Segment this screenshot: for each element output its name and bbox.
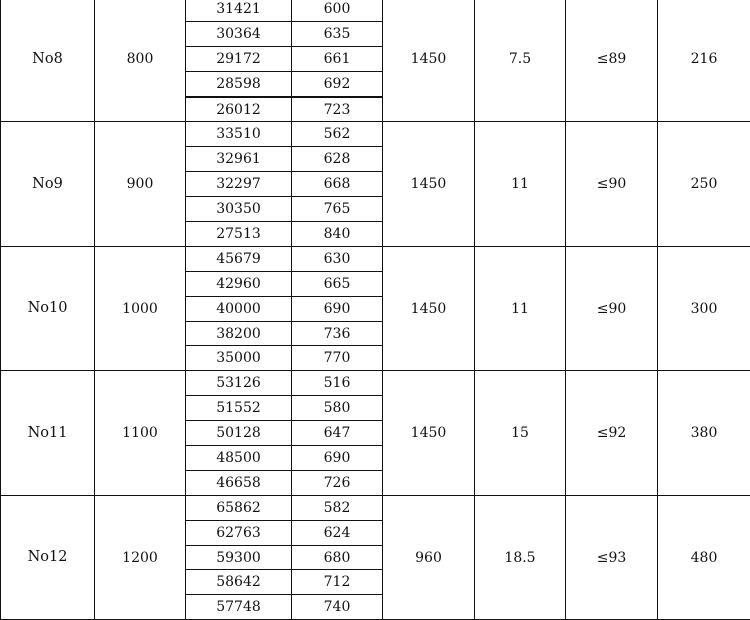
air-volume-cell: 53126 bbox=[186, 371, 292, 396]
pressure-cell: 516 bbox=[292, 371, 383, 396]
noise-cell: ≤89 bbox=[566, 0, 658, 122]
air-volume-cell: 58642 bbox=[186, 570, 292, 595]
pressure-cell: 630 bbox=[292, 246, 383, 271]
speed-cell: 1450 bbox=[383, 246, 475, 370]
air-volume-cell: 62763 bbox=[186, 520, 292, 545]
diameter-cell: 1200 bbox=[95, 495, 186, 619]
air-volume-cell: 50128 bbox=[186, 421, 292, 446]
air-volume-cell: 29172 bbox=[186, 46, 292, 71]
pressure-cell: 840 bbox=[292, 222, 383, 247]
model-cell: No11 bbox=[1, 371, 95, 495]
pressure-cell: 723 bbox=[292, 97, 383, 122]
air-volume-cell: 48500 bbox=[186, 446, 292, 471]
air-volume-cell: 27513 bbox=[186, 222, 292, 247]
pressure-cell: 628 bbox=[292, 147, 383, 172]
pressure-cell: 661 bbox=[292, 46, 383, 71]
table-row bbox=[1, 122, 750, 147]
diameter-cell: 800 bbox=[95, 0, 186, 122]
noise-cell: ≤93 bbox=[566, 495, 658, 619]
air-volume-cell: 30350 bbox=[186, 197, 292, 222]
air-volume-cell: 65862 bbox=[186, 495, 292, 520]
weight-cell: 250 bbox=[658, 122, 750, 246]
table-row bbox=[1, 246, 750, 271]
pressure-cell: 765 bbox=[292, 197, 383, 222]
air-volume-cell: 30364 bbox=[186, 21, 292, 46]
weight-cell: 480 bbox=[658, 495, 750, 619]
pressure-cell: 680 bbox=[292, 545, 383, 570]
pressure-cell: 582 bbox=[292, 495, 383, 520]
pressure-cell: 665 bbox=[292, 271, 383, 296]
air-volume-cell: 46658 bbox=[186, 470, 292, 495]
diameter-cell: 1000 bbox=[95, 246, 186, 370]
pressure-cell: 668 bbox=[292, 172, 383, 197]
speed-cell: 960 bbox=[383, 495, 475, 619]
table-row bbox=[1, 371, 750, 396]
table-row bbox=[1, 0, 750, 21]
speed-cell: 1450 bbox=[383, 122, 475, 246]
pressure-cell: 624 bbox=[292, 520, 383, 545]
air-volume-cell: 31421 bbox=[186, 0, 292, 21]
speed-cell: 1450 bbox=[383, 0, 475, 122]
pressure-cell: 647 bbox=[292, 421, 383, 446]
air-volume-cell: 40000 bbox=[186, 296, 292, 321]
weight-cell: 216 bbox=[658, 0, 750, 122]
pressure-cell: 712 bbox=[292, 570, 383, 595]
air-volume-cell: 32297 bbox=[186, 172, 292, 197]
weight-cell: 300 bbox=[658, 246, 750, 370]
fan-spec-table-body bbox=[1, 0, 750, 620]
power-cell: 18.5 bbox=[475, 495, 566, 619]
table-row bbox=[1, 495, 750, 520]
air-volume-cell: 42960 bbox=[186, 271, 292, 296]
air-volume-cell: 33510 bbox=[186, 122, 292, 147]
pressure-cell: 740 bbox=[292, 595, 383, 620]
power-cell: 15 bbox=[475, 371, 566, 495]
air-volume-cell: 32961 bbox=[186, 147, 292, 172]
noise-cell: ≤90 bbox=[566, 122, 658, 246]
diameter-cell: 1100 bbox=[95, 371, 186, 495]
pressure-cell: 690 bbox=[292, 446, 383, 471]
diameter-cell: 900 bbox=[95, 122, 186, 246]
power-cell: 11 bbox=[475, 122, 566, 246]
pressure-cell: 692 bbox=[292, 71, 383, 96]
air-volume-cell: 45679 bbox=[186, 246, 292, 271]
pressure-cell: 726 bbox=[292, 470, 383, 495]
model-cell: No8 bbox=[1, 0, 95, 122]
pressure-cell: 690 bbox=[292, 296, 383, 321]
air-volume-cell: 26012 bbox=[186, 97, 292, 122]
model-cell: No12 bbox=[1, 495, 95, 619]
weight-cell: 380 bbox=[658, 371, 750, 495]
noise-cell: ≤92 bbox=[566, 371, 658, 495]
pressure-cell: 600 bbox=[292, 0, 383, 21]
pressure-cell: 635 bbox=[292, 21, 383, 46]
power-cell: 7.5 bbox=[475, 0, 566, 122]
air-volume-cell: 35000 bbox=[186, 346, 292, 371]
model-cell: No10 bbox=[1, 246, 95, 370]
air-volume-cell: 38200 bbox=[186, 321, 292, 346]
air-volume-cell: 28598 bbox=[186, 71, 292, 96]
air-volume-cell: 57748 bbox=[186, 595, 292, 620]
speed-cell: 1450 bbox=[383, 371, 475, 495]
model-cell: No9 bbox=[1, 122, 95, 246]
air-volume-cell: 51552 bbox=[186, 396, 292, 421]
pressure-cell: 562 bbox=[292, 122, 383, 147]
air-volume-cell: 59300 bbox=[186, 545, 292, 570]
pressure-cell: 580 bbox=[292, 396, 383, 421]
pressure-cell: 770 bbox=[292, 346, 383, 371]
power-cell: 11 bbox=[475, 246, 566, 370]
pressure-cell: 736 bbox=[292, 321, 383, 346]
noise-cell: ≤90 bbox=[566, 246, 658, 370]
